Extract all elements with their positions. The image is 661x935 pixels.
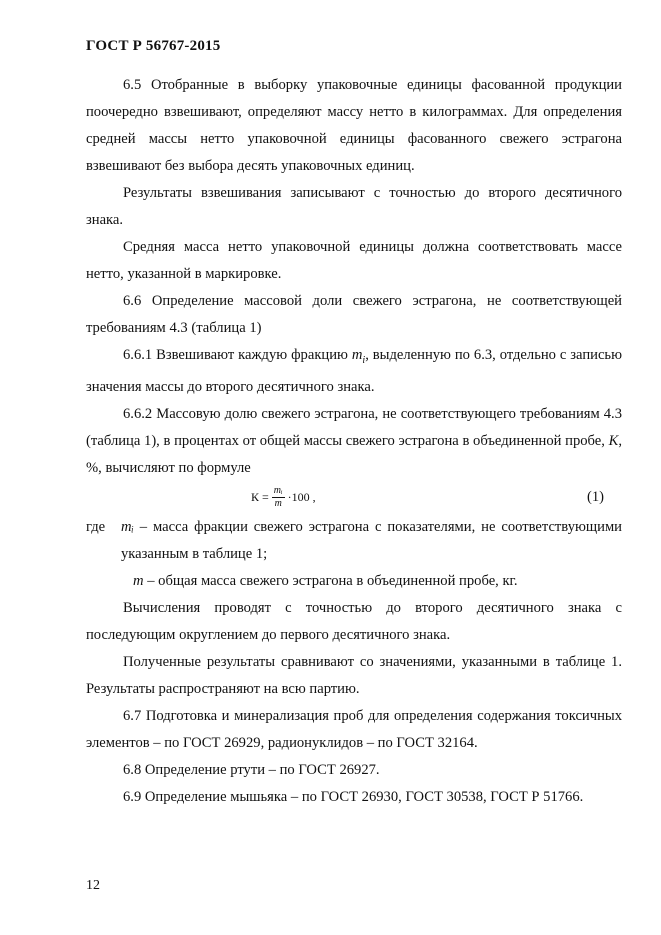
paragraph-6-6: 6.6 Определение массовой доли свежего эстрагона, не соответствующей требованиям 4.3 (таблица 1) bbox=[86, 293, 622, 336]
p6-text-a: 6.6.2 Массовую долю свежего эстрагона, не соответствующего требованиям 4.3 (таблица 1), в процентах от общей массы свежего эстрагона в объединенной пробе, bbox=[86, 405, 622, 449]
p5-subscript: i bbox=[362, 354, 366, 366]
formula-numerator: mᵢ bbox=[273, 484, 283, 496]
paragraph-6-5: 6.5 Отобранные в выборку упаковочные единицы фасованной продукции поочередно взвешивают, определяют массу нетто в килограммах. Для определения средней массы нетто упаковочной единицы фасованного свежего эстрагона взвешивают без выбора десять упаковочных единиц. bbox=[86, 77, 622, 174]
paragraph-weighing-results: Результаты взвешивания записывают с точностью до второго десятичного знака. bbox=[86, 185, 622, 228]
formula-lhs: К = bbox=[251, 489, 269, 504]
p6-variable: K bbox=[608, 432, 619, 449]
paragraph-6-8: 6.8 Определение ртути – по ГОСТ 26927. bbox=[123, 761, 380, 778]
paragraph-6-6-2 bbox=[86, 401, 622, 482]
paragraph-net-mass: Средняя масса нетто упаковочной единицы должна соответствовать массе нетто, указанной в маркировке. bbox=[86, 239, 622, 282]
where-clause-2 bbox=[86, 568, 622, 595]
where-var-1: mᵢ bbox=[121, 518, 134, 535]
where-label: где bbox=[86, 518, 106, 535]
p5-text-b: , выделенную по 6.3, отдельно с записью значения массы до второго десятичного знака. bbox=[86, 347, 622, 395]
where-def-2-text: – общая масса свежего эстрагона в объединенной пробе, кг. bbox=[143, 572, 518, 589]
formula-fraction bbox=[272, 485, 285, 510]
formula-number: (1) bbox=[586, 488, 604, 505]
where-def-1-text: – масса фракции свежего эстрагона с показателями, не соответствующими указанным в таблице 1; bbox=[121, 518, 622, 562]
paragraph-comparison: Полученные результаты сравнивают со значениями, указанными в таблице 1. Результаты распространяют на всю партию. bbox=[86, 653, 622, 697]
page-body bbox=[86, 72, 622, 811]
where-var-2: m bbox=[133, 572, 144, 589]
formula-expression bbox=[251, 484, 316, 511]
p6-text-b: , %, вычисляют по формуле bbox=[86, 432, 622, 476]
formula-1 bbox=[86, 478, 622, 514]
p5-text-a: 6.6.1 Взвешивают каждую фракцию bbox=[123, 347, 352, 363]
formula-denominator: m bbox=[274, 497, 282, 509]
paragraph-6-7: 6.7 Подготовка и минерализация проб для определения содержания токсичных элементов – по ГОСТ 26929, радионуклидов – по ГОСТ 32164. bbox=[86, 707, 622, 751]
where-clause-1 bbox=[86, 514, 622, 568]
document-header: ГОСТ Р 56767-2015 bbox=[86, 38, 221, 54]
paragraph-6-9: 6.9 Определение мышьяка – по ГОСТ 26930, ГОСТ 30538, ГОСТ Р 51766. bbox=[123, 788, 584, 805]
where-definition-1 bbox=[113, 514, 622, 568]
page-number: 12 bbox=[86, 878, 100, 893]
paragraph-calculations: Вычисления проводят с точностью до второго десятичного знака с последующим округлением до первого десятичного знака. bbox=[86, 599, 622, 643]
p5-variable: m bbox=[351, 347, 363, 363]
formula-rhs: ·100 , bbox=[287, 489, 316, 504]
paragraph-6-6-1 bbox=[86, 342, 622, 401]
